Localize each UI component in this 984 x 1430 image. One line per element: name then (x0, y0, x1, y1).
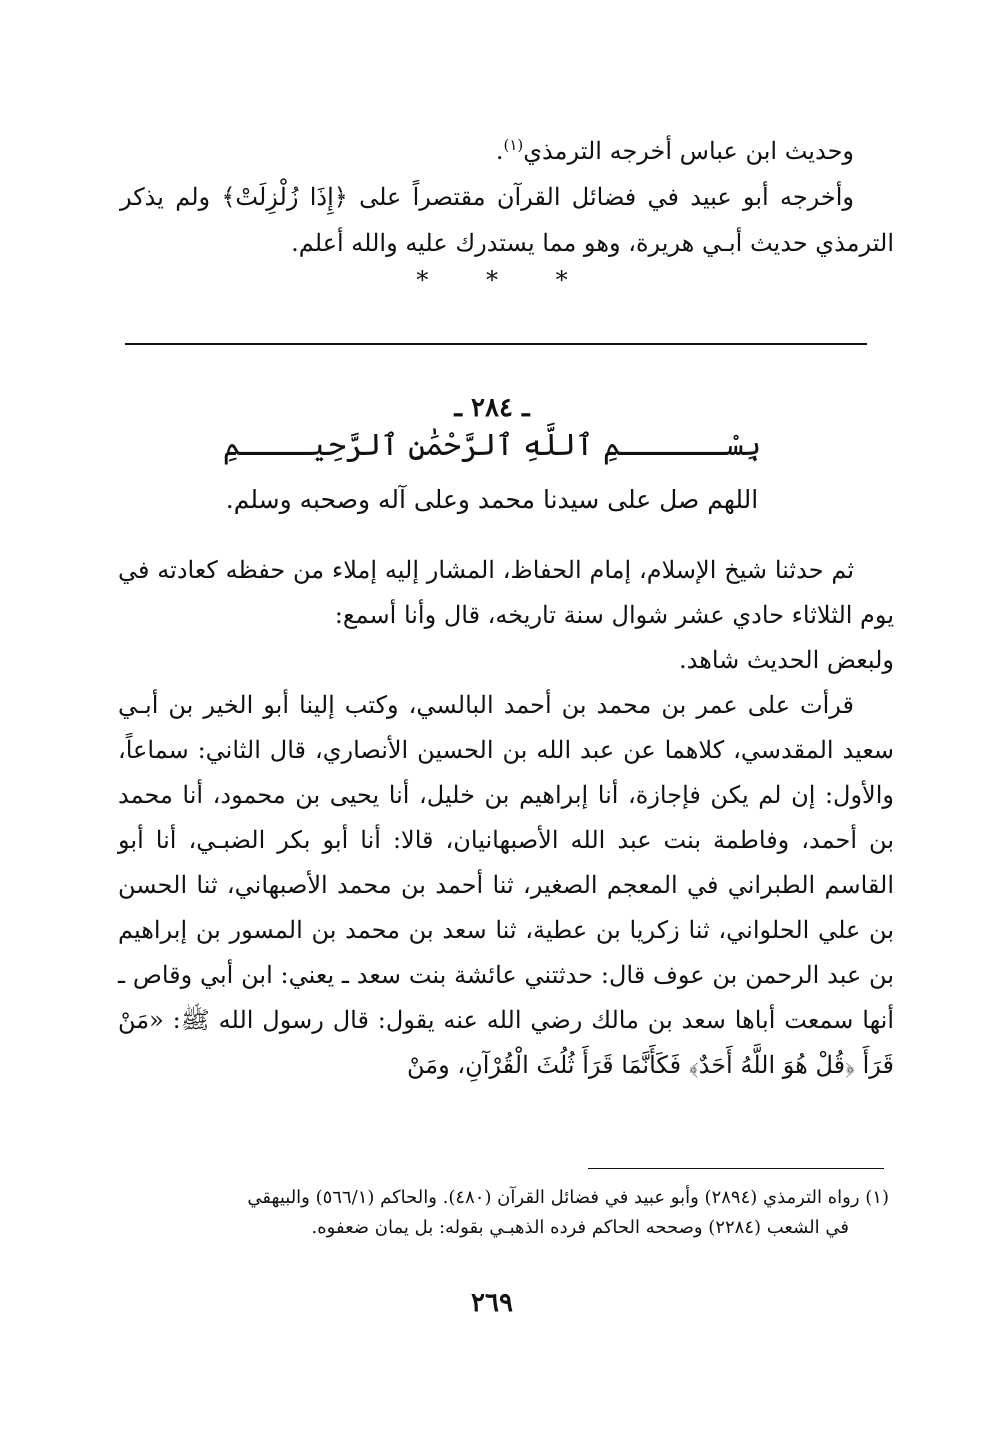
salawat-line: اللهم صل على سيدنا محمد وعلى آله وصحبه وسلم. (225, 485, 759, 514)
page-number: ٢٦٩ (471, 1288, 513, 1318)
text-span: . (495, 137, 504, 165)
text-line (120, 122, 894, 174)
basmala-heading: بِسْــــــمِ ٱللَّهِ ٱلرَّحْمَٰنِ ٱلرَّحِيــــمِ (222, 428, 762, 463)
paragraph-isnad: قرأت على عمر بن محمد بن أحمد البالسي، وكتب إلينا أبو الخير بن أبـي سعيد المقدسي، كلاهما عن عبد الله بن الحسين الأنصاري، قال الثاني: سماعاً، والأول: إن لم يكن فإجازة، أنا إبراهيم بن خليل، أنا يحيى بن محمود، أنا محمد بن أحمد، وفاطمة بنت عبد الله الأصبهانيان، قالا: أنا أبو بكر الضبـي، أنا أبو القاسم الطبراني في المعجم الصغير، ثنا أحمد بن محمد الأصبهاني، ثنا الحسن بن علي الحلواني، ثنا زكريا بن عطية، ثنا سعد بن محمد بن المسور بن إبراهيم بن عبد الرحمن بن عوف قال: حدثتني عائشة بنت سعد ـ يعني: ابن أبي وقاص ـ أنها سمعت أباها سعد بن مالك رضي الله عنه يقول: قال رسول الله ﷺ: «مَنْ قَرَأَ ﴿قُلْ هُوَ اللَّهُ أَحَدٌ﴾ فَكَأَنَّمَا قَرَأَ ثُلُثَ الْقُرْآنِ، ومَنْ (118, 691, 895, 1079)
footnote (120, 1183, 889, 1243)
text-span: وحديث ابن عباس أخرجه الترمذي (523, 137, 854, 165)
paragraph: وأخرجه أبو عبيد في فضائل القرآن مقتصراً على ﴿إِذَا زُلْزِلَتْ﴾ ولم يذكر الترمذي حديث أبـي هريرة، وهو مما يستدرك عليه والله أعلم. (120, 183, 894, 257)
footnote-line: في الشعب (٢٢٨٤) وصححه الحاكم فرده الذهبـي بقوله: بل يمان ضعفوه. (311, 1217, 849, 1238)
divider-line (125, 343, 867, 345)
continued-text (120, 122, 894, 266)
hadith-number: ـ ٢٨٤ ـ (454, 393, 530, 423)
footnote-divider (588, 1168, 884, 1169)
paragraph-intro: ثم حدثنا شيخ الإسلام، إمام الحفاظ، المشار إليه إملاء من حفظه كعادته في يوم الثلاثاء حادي عشر شوال سنة تاريخه، قال وأنا أسمع: (118, 556, 894, 629)
footnote-marker: (١) (503, 136, 524, 154)
footnote-line: (١) رواه الترمذي (٢٨٩٤) وأبو عبيد في فضائل القرآن (٤٨٠). والحاكم (٥٦٦/١) والبيهقي (247, 1187, 889, 1208)
section-separator-stars: * * * (416, 266, 568, 294)
paragraph-witness: ولبعض الحديث شاهد. (678, 646, 894, 674)
main-text (118, 548, 894, 1088)
